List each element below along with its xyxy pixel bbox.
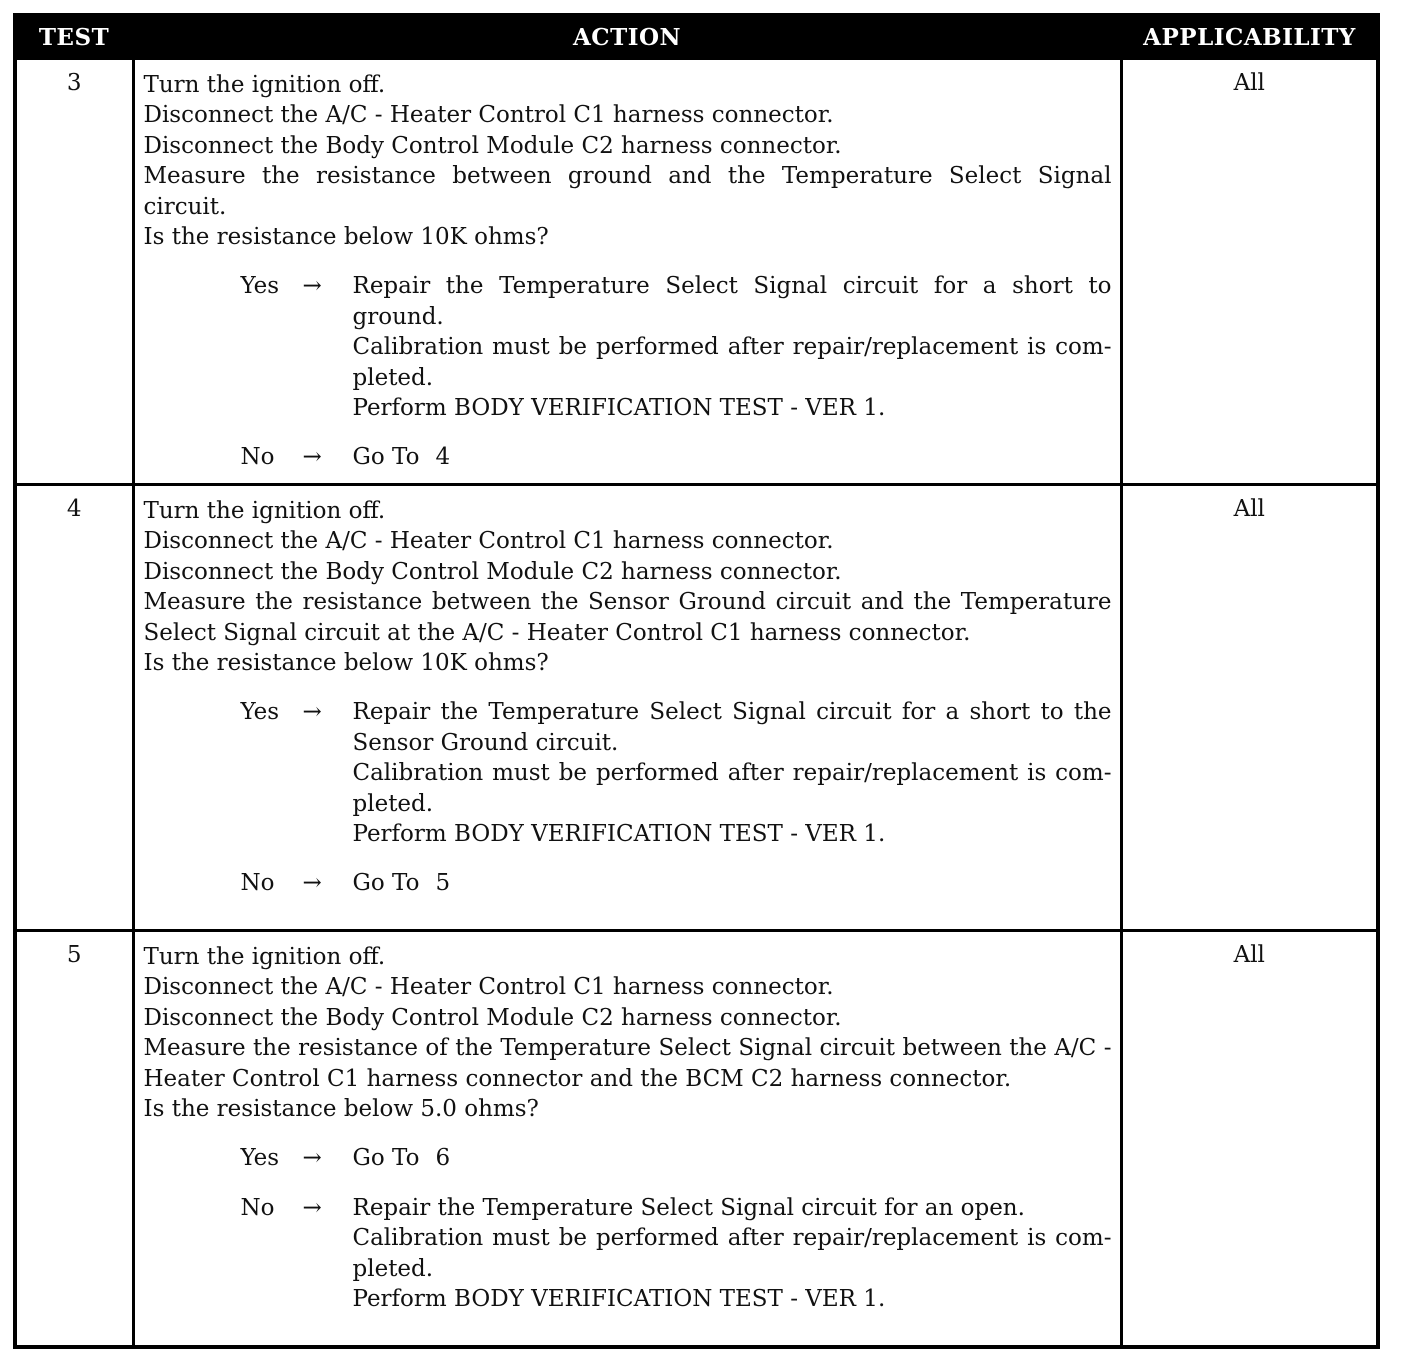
outcome-line: Perform BODY VERIFICATION TEST - VER 1. xyxy=(352,395,886,422)
outcome-line: Perform BODY VERIFICATION TEST - VER 1. xyxy=(352,1285,886,1312)
arrow-right-icon: → xyxy=(302,1145,322,1172)
arrow-right-icon: → xyxy=(302,1194,322,1221)
goto-target-link[interactable]: 6 xyxy=(435,1145,451,1172)
outcome-line: Repair the Temperature Select Signal circuit for an open. xyxy=(352,1194,1025,1221)
outcome-line: Perform BODY VERIFICATION TEST - VER 1. xyxy=(352,820,886,847)
yes-outcome xyxy=(241,697,1112,849)
no-label: No xyxy=(240,1194,275,1221)
goto-target-link[interactable]: 4 xyxy=(435,444,451,471)
action-step: Disconnect the Body Control Module C2 harness connector. xyxy=(143,132,842,159)
test-number: 4 xyxy=(15,484,133,930)
outcome-line: Repair the Temperature Select Signal circuit for a short to the xyxy=(352,699,1112,726)
outcome-line: Repair the Temperature Select Signal circuit for a short to xyxy=(352,273,1112,300)
yes-outcome xyxy=(241,271,1112,423)
outcome-line: pleted. xyxy=(352,364,434,391)
outcome-line: pleted. xyxy=(352,790,434,817)
action-step: Disconnect the Body Control Module C2 harness connector. xyxy=(143,1004,842,1031)
action-step: Turn the ignition off. xyxy=(143,497,386,524)
no-outcome xyxy=(241,442,1112,472)
no-outcome xyxy=(241,868,1112,898)
action-step: Measure the resistance between ground and the Temperature Select Signal circuit. xyxy=(143,163,1112,220)
no-label: No xyxy=(240,444,275,471)
action-step: Disconnect the A/C - Heater Control C1 harness connector. xyxy=(143,102,834,129)
test-number: 5 xyxy=(15,930,133,1347)
applicability-cell: All xyxy=(1121,484,1378,930)
header-action: ACTION xyxy=(133,15,1121,59)
yes-outcome xyxy=(241,1143,1112,1173)
diagnostic-test-table xyxy=(13,13,1380,1349)
goto-text: Go To xyxy=(352,870,420,897)
yes-label: Yes xyxy=(240,273,280,300)
action-cell xyxy=(133,484,1121,930)
test-number: 3 xyxy=(15,59,133,485)
action-cell xyxy=(133,930,1121,1347)
action-question: Is the resistance below 10K ohms? xyxy=(143,649,549,676)
action-step: Disconnect the Body Control Module C2 harness connector. xyxy=(143,558,842,585)
outcome-line: Calibration must be performed after repair/replacement is com- xyxy=(352,1225,1112,1252)
action-step: Turn the ignition off. xyxy=(143,72,386,98)
test-row-5 xyxy=(15,930,1378,1347)
action-step: Measure the resistance of the Temperature Select Signal circuit between the A/C - xyxy=(143,1035,1112,1062)
outcome-line: Calibration must be performed after repair/replacement is com- xyxy=(352,760,1112,787)
applicability-cell: All xyxy=(1121,59,1378,485)
arrow-right-icon: → xyxy=(302,273,322,300)
outcome-line: ground. xyxy=(352,303,444,330)
goto-text: Go To xyxy=(352,1145,420,1172)
arrow-right-icon: → xyxy=(302,444,322,471)
goto-target-link[interactable]: 5 xyxy=(435,870,451,897)
arrow-right-icon: → xyxy=(302,870,322,897)
yes-label: Yes xyxy=(240,1145,280,1172)
applicability-cell: All xyxy=(1121,930,1378,1347)
action-step: Measure the resistance between the Sensor Ground circuit and the Temperature xyxy=(143,589,1112,616)
outcome-line: Calibration must be performed after repair/replacement is com- xyxy=(352,334,1112,361)
outcome-line: Sensor Ground circuit. xyxy=(352,729,619,756)
no-outcome xyxy=(241,1193,1112,1315)
action-step: Select Signal circuit at the A/C - Heater Control C1 harness connector. xyxy=(143,619,971,646)
action-step: Disconnect the A/C - Heater Control C1 harness connector. xyxy=(143,974,834,1001)
outcome-line: pleted. xyxy=(352,1255,434,1282)
action-step: Disconnect the A/C - Heater Control C1 harness connector. xyxy=(143,528,834,555)
action-question: Is the resistance below 5.0 ohms? xyxy=(143,1095,539,1122)
yes-label: Yes xyxy=(240,699,280,726)
action-cell xyxy=(133,59,1121,485)
table-header-row xyxy=(15,15,1378,59)
test-row-4 xyxy=(15,484,1378,930)
action-question: Is the resistance below 10K ohms? xyxy=(143,224,549,251)
no-label: No xyxy=(240,870,275,897)
header-test: TEST xyxy=(15,15,133,59)
arrow-right-icon: → xyxy=(302,699,322,726)
header-applicability: APPLICABILITY xyxy=(1121,15,1378,59)
action-step: Turn the ignition off. xyxy=(143,943,386,970)
action-step: Heater Control C1 harness connector and the BCM C2 harness connector. xyxy=(143,1065,1012,1092)
goto-text: Go To xyxy=(352,444,420,471)
test-row-3 xyxy=(15,59,1378,485)
